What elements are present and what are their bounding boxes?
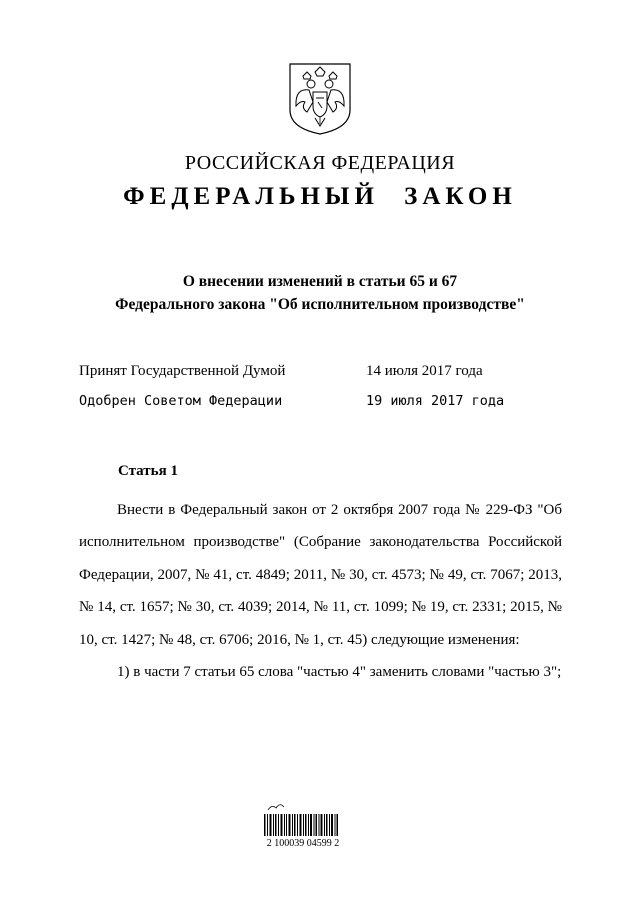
- russian-coat-of-arms-icon: [287, 62, 353, 136]
- barcode-number: 2 100039 04599 2: [266, 838, 340, 849]
- barcode-icon: [262, 800, 342, 838]
- council-approval-date: 19 июля 2017 года: [366, 393, 505, 409]
- article-item-1: 1) в части 7 статьи 65 слова "частью 4" заменить словами "частью 3";: [117, 664, 562, 681]
- law-title: [0, 270, 640, 316]
- law-title-line-2: Федерального закона "Об исполнительном производстве": [115, 296, 525, 313]
- article-heading: Статья 1: [118, 463, 178, 479]
- article-body: [79, 494, 562, 688]
- duma-adoption-date: 14 июля 2017 года: [366, 363, 483, 379]
- country-name: РОССИЙСКАЯ ФЕДЕРАЦИЯ: [184, 152, 456, 174]
- barcode: [262, 800, 342, 843]
- council-approval-label: Одобрен Советом Федерации: [79, 393, 283, 409]
- document-type: ФЕДЕРАЛЬНЫЙ ЗАКОН: [123, 183, 517, 210]
- law-title-line-1: О внесении изменений в статьи 65 и 67: [182, 273, 458, 290]
- duma-adoption-label: Принят Государственной Думой: [79, 363, 286, 379]
- article-paragraph: Внести в Федеральный закон от 2 октября 2007 года № 229-ФЗ "Об исполнительном производстве" (Собрание законодательства Российской Федерации, 2007, № 41, ст. 4849; 2011, № 30, ст. 4573; № 49, ст. 7067; 2013, № 14, ст. 1657; № 30, ст. 4039; 2014, № 11, ст. 1099; № 19, ст. 2331; 2015, № 10, ст. 1427; № 48, ст. 6706; 2016, № 1, ст. 45) следующие изменения:: [79, 502, 562, 648]
- state-emblem: [287, 62, 353, 136]
